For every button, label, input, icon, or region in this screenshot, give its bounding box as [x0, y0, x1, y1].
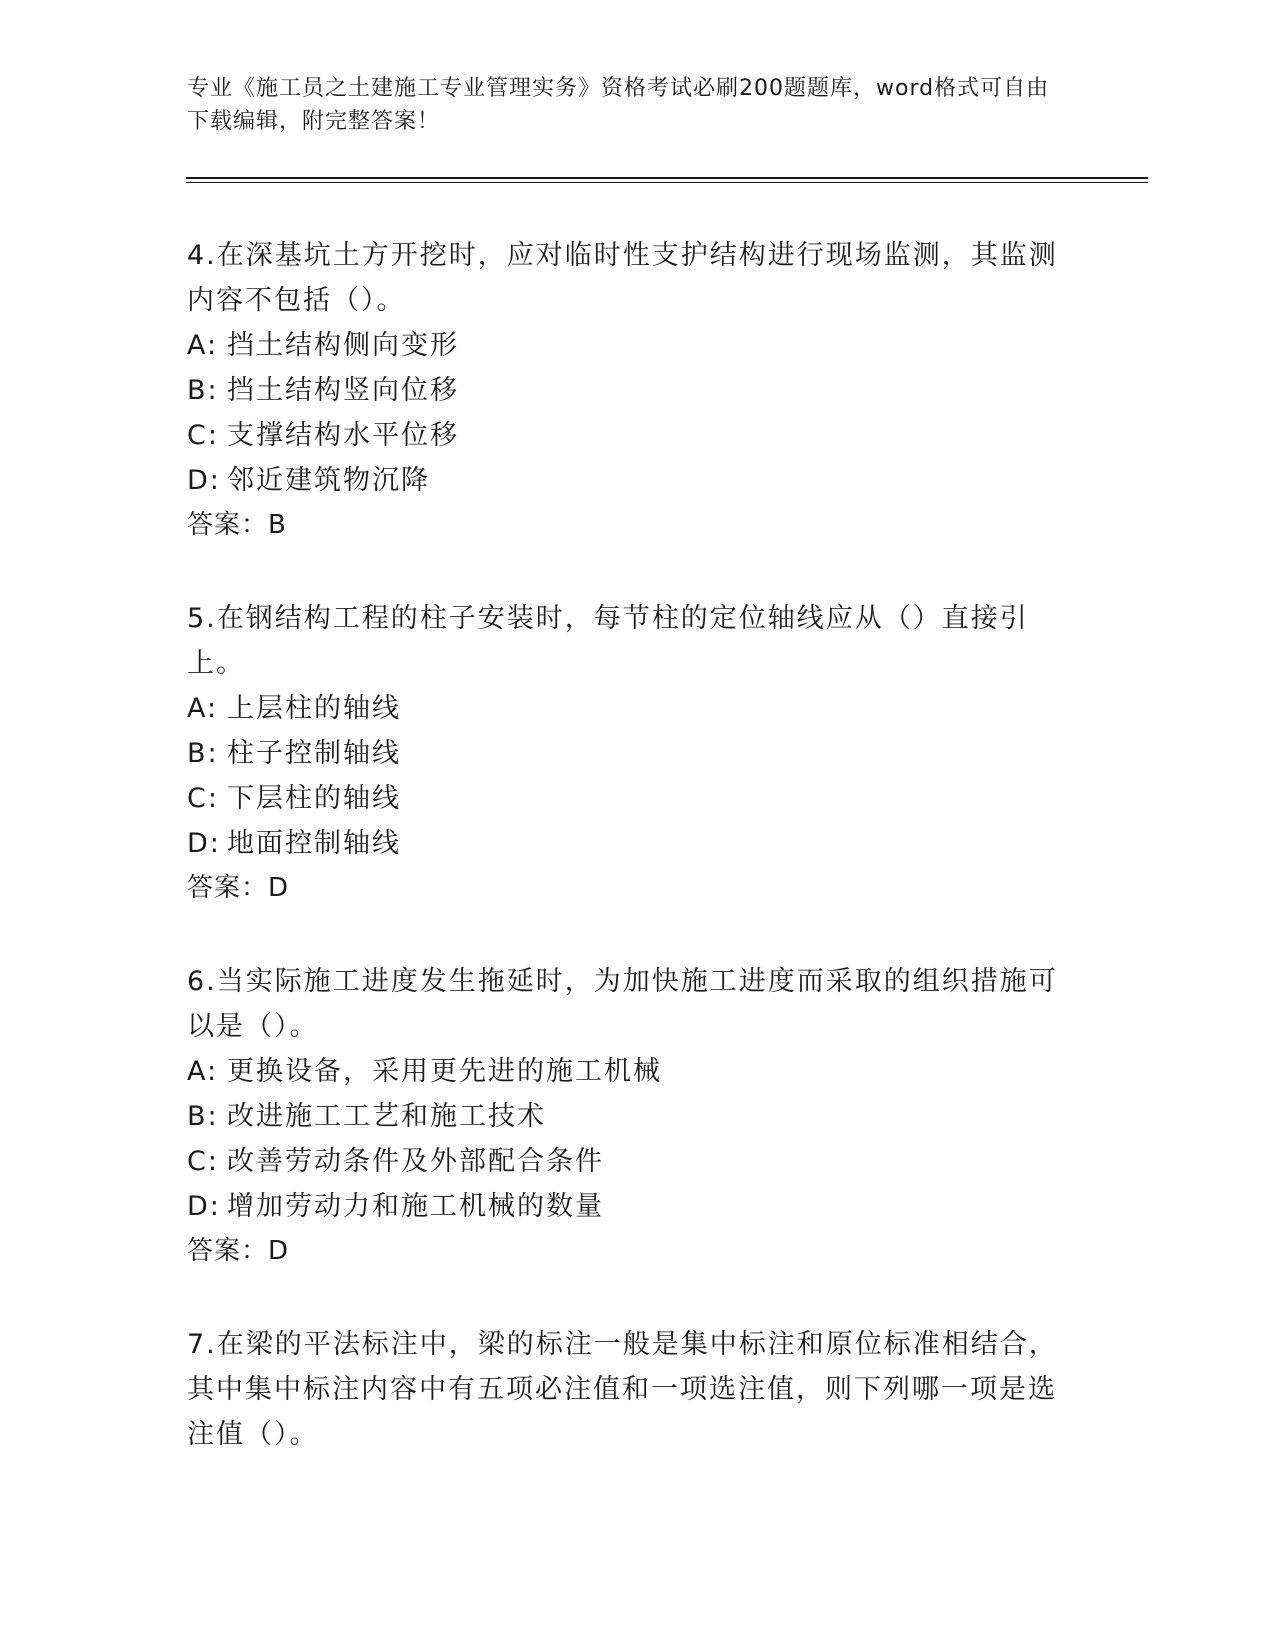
- option-text: 柱子控制轴线: [227, 738, 401, 769]
- question-text: 4.在深基坑土方开挖时，应对临时性支护结构进行现场监测，其监测内容不包括（）。: [187, 240, 1058, 316]
- option-text: 增加劳动力和施工机械的数量: [227, 1191, 604, 1222]
- option-letter: A:: [187, 330, 219, 361]
- answer-label: 答案：D: [187, 1236, 290, 1266]
- question-4: [187, 233, 1067, 548]
- option-text: 地面控制轴线: [227, 828, 401, 859]
- question-text: 5.在钢结构工程的柱子安装时，每节柱的定位轴线应从（）直接引上。: [187, 603, 1029, 679]
- option-letter: B:: [187, 738, 219, 769]
- option-letter: D:: [187, 1191, 221, 1222]
- option-d: [187, 1184, 1067, 1229]
- option-text: 支撑结构水平位移: [227, 420, 459, 451]
- option-text: 挡土结构竖向位移: [227, 375, 459, 406]
- option-letter: C:: [187, 783, 219, 814]
- option-d: [187, 821, 1067, 866]
- option-a: [187, 1049, 1067, 1094]
- option-letter: D:: [187, 828, 221, 859]
- answer-label: 答案：D: [187, 873, 290, 903]
- option-letter: D:: [187, 465, 221, 496]
- option-text: 邻近建筑物沉降: [227, 465, 430, 496]
- header-divider-thin: [186, 182, 1148, 183]
- option-letter: C:: [187, 420, 219, 451]
- question-6: [187, 959, 1067, 1274]
- option-text: 改进施工工艺和施工技术: [227, 1101, 546, 1132]
- option-b: [187, 1094, 1067, 1139]
- option-c: [187, 776, 1067, 821]
- option-letter: A:: [187, 693, 219, 724]
- option-letter: B:: [187, 375, 219, 406]
- option-c: [187, 1139, 1067, 1184]
- option-text: 挡土结构侧向变形: [227, 330, 459, 361]
- option-letter: A:: [187, 1056, 219, 1087]
- option-text: 改善劳动条件及外部配合条件: [227, 1146, 604, 1177]
- option-text: 上层柱的轴线: [227, 693, 401, 724]
- question-5: [187, 596, 1067, 911]
- option-letter: B:: [187, 1101, 219, 1132]
- option-letter: C:: [187, 1146, 219, 1177]
- header-divider-thick: [186, 177, 1148, 179]
- question-text: 7.在梁的平法标注中，梁的标注一般是集中标注和原位标准相结合，其中集中标注内容中有五项必注值和一项选注值，则下列哪一项是选注值（）。: [187, 1329, 1058, 1450]
- question-text: 6.当实际施工进度发生拖延时，为加快施工进度而采取的组织措施可以是（）。: [187, 966, 1058, 1042]
- answer-label: 答案：B: [187, 510, 287, 540]
- option-b: [187, 731, 1067, 776]
- option-d: [187, 458, 1067, 503]
- question-7: [187, 1322, 1067, 1457]
- option-text: 更换设备，采用更先进的施工机械: [227, 1056, 662, 1087]
- option-c: [187, 413, 1067, 458]
- option-b: [187, 368, 1067, 413]
- option-a: [187, 323, 1067, 368]
- document-header: 专业《施工员之土建施工专业管理实务》资格考试必刷200题题库，word格式可自由下载编辑，附完整答案！: [187, 76, 1050, 134]
- option-a: [187, 686, 1067, 731]
- option-text: 下层柱的轴线: [227, 783, 401, 814]
